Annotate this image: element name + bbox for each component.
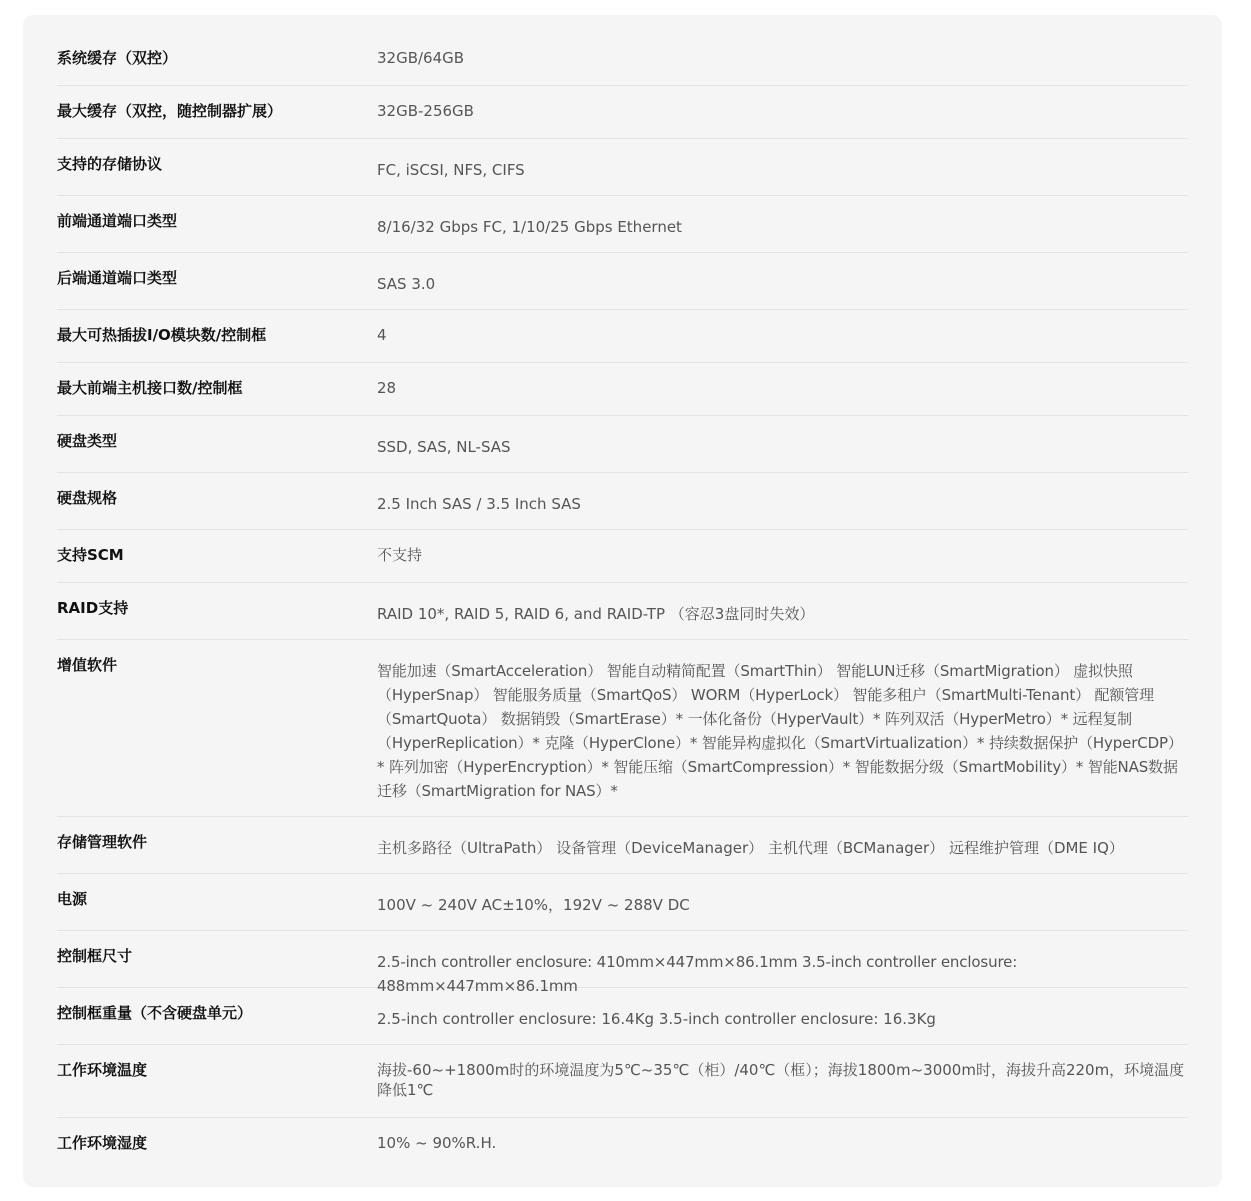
spec-row-protocols [57,139,1188,196]
spec-row-enclosure-dimensions [57,931,1188,995]
spec-label: 后端通道端口类型 [57,269,178,287]
spec-row-enclosure-weight [57,988,1188,1045]
spec-value: 智能加速（SmartAcceleration） 智能自动精简配置（SmartThin） 智能LUN迁移（SmartMigration） 虚拟快照（HyperSnap） 智能服务质量（SmartQoS） WORM（HyperLock） 智能多租户（SmartMulti-Tenant） 配额管理（SmartQuota） 数据销毁（SmartErase）* 一体化备份（HyperVault）* 阵列双活（HyperMetro）* 远程复制（HyperReplication）* 克隆（HyperClone）* 智能异构虚拟化（SmartVirtualization）* 持续数据保护（HyperCDP）* 阵列加密（HyperEncryption）* 智能压缩（SmartCompression）* 智能数据分级（SmartMobility）* 智能NAS数据迁移（SmartMigration for NAS）* [377,662,1183,800]
spec-row-operating-humidity [57,1118,1188,1171]
spec-value: 28 [377,379,397,397]
spec-label: 工作环境湿度 [57,1134,148,1152]
spec-label: 支持SCM [57,546,124,564]
spec-label: 工作环境温度 [57,1061,148,1079]
spec-label: 控制框尺寸 [57,947,133,965]
spec-label: 控制框重量（不含硬盘单元） [57,1004,253,1022]
spec-value: 不支持 [377,546,423,564]
spec-value: 32GB-256GB [377,102,474,120]
spec-label: 最大缓存（双控，随控制器扩展） [57,102,283,120]
spec-row-system-cache [57,33,1188,86]
spec-label: 硬盘规格 [57,489,118,507]
spec-row-operating-temperature [57,1045,1188,1118]
spec-value: SSD, SAS, NL-SAS [377,438,511,456]
spec-value: SAS 3.0 [377,275,436,293]
spec-row-management-software [57,817,1188,874]
spec-label: 增值软件 [57,656,118,674]
spec-row-host-ports [57,363,1188,416]
spec-label: 支持的存储协议 [57,155,163,173]
spec-value: 2.5 Inch SAS / 3.5 Inch SAS [377,495,581,513]
spec-row-backend-ports [57,253,1188,310]
spec-value: 100V ~ 240V AC±10%，192V ~ 288V DC [377,896,690,914]
spec-label: 最大前端主机接口数/控制框 [57,379,243,397]
spec-row-disk-type [57,416,1188,473]
spec-row-scm [57,530,1188,583]
spec-value: 32GB/64GB [377,49,465,67]
spec-row-frontend-ports [57,196,1188,253]
spec-label: 系统缓存（双控） [57,49,178,67]
spec-value: 4 [377,326,387,344]
spec-value: RAID 10*, RAID 5, RAID 6, and RAID-TP （容忍3盘同时失效） [377,605,815,623]
spec-row-io-modules [57,310,1188,363]
spec-label: 前端通道端口类型 [57,212,178,230]
spec-row-raid [57,583,1188,640]
spec-row-power [57,874,1188,931]
spec-value: 10% ~ 90%R.H. [377,1134,497,1152]
spec-row-disk-spec [57,473,1188,530]
spec-value: 8/16/32 Gbps FC, 1/10/25 Gbps Ethernet [377,218,682,236]
spec-value: FC, iSCSI, NFS, CIFS [377,161,525,179]
spec-value: 2.5-inch controller enclosure: 410mm×447mm×86.1mm 3.5-inch controller enclosure: 488mm×447mm×86.1mm [377,953,1018,995]
spec-label: RAID支持 [57,599,129,617]
spec-row-value-added-software [57,640,1188,817]
spec-label: 硬盘类型 [57,432,118,450]
spec-table [23,15,1222,1187]
spec-value: 2.5-inch controller enclosure: 16.4Kg 3.5-inch controller enclosure: 16.3Kg [377,1010,936,1028]
spec-label: 最大可热插拔I/O模块数/控制框 [57,326,267,344]
spec-value: 主机多路径（UltraPath） 设备管理（DeviceManager） 主机代理（BCManager） 远程维护管理（DME IQ） [377,839,1124,857]
spec-label: 电源 [57,890,88,908]
spec-row-max-cache [57,86,1188,139]
spec-label: 存储管理软件 [57,833,148,851]
spec-value: 海拔-60~+1800m时的环境温度为5℃~35℃（柜）/40℃（框）；海拔1800m~3000m时，海拔升高220m，环境温度降低1℃ [377,1061,1185,1099]
